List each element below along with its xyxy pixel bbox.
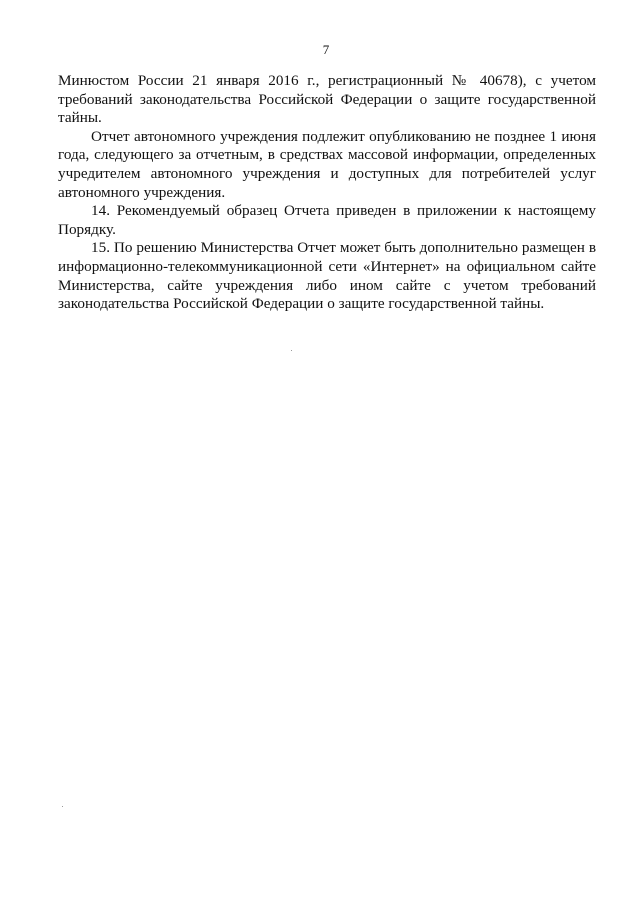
paragraph-continuation: Минюстом России 21 января 2016 г., регистрационный № 40678), с учетом требований законодательства Российской Федерации о защите государственной тайны. bbox=[58, 72, 596, 127]
scan-speck bbox=[62, 806, 63, 807]
scan-speck bbox=[291, 350, 292, 351]
document-body bbox=[58, 72, 596, 314]
paragraph-item-14: 14. Рекомендуемый образец Отчета приведен в приложении к настоящему Порядку. bbox=[58, 202, 596, 238]
paragraph-item-15: 15. По решению Министерства Отчет может быть дополнительно размещен в информационно-телекоммуникационной сети «Интернет» на официальном сайте Министерства, сайте учреждения либо ином сайте с учетом требований законодательства Российской Федерации о защите государственной тайны. bbox=[58, 239, 596, 313]
page-number: 7 bbox=[322, 42, 330, 57]
paragraph-report-publication: Отчет автономного учреждения подлежит опубликованию не позднее 1 июня года, следующего за отчетным, в средствах массовой информации, определенных учредителем автономного учреждения и доступных для потребителей услуг автономного учреждения. bbox=[58, 127, 596, 201]
